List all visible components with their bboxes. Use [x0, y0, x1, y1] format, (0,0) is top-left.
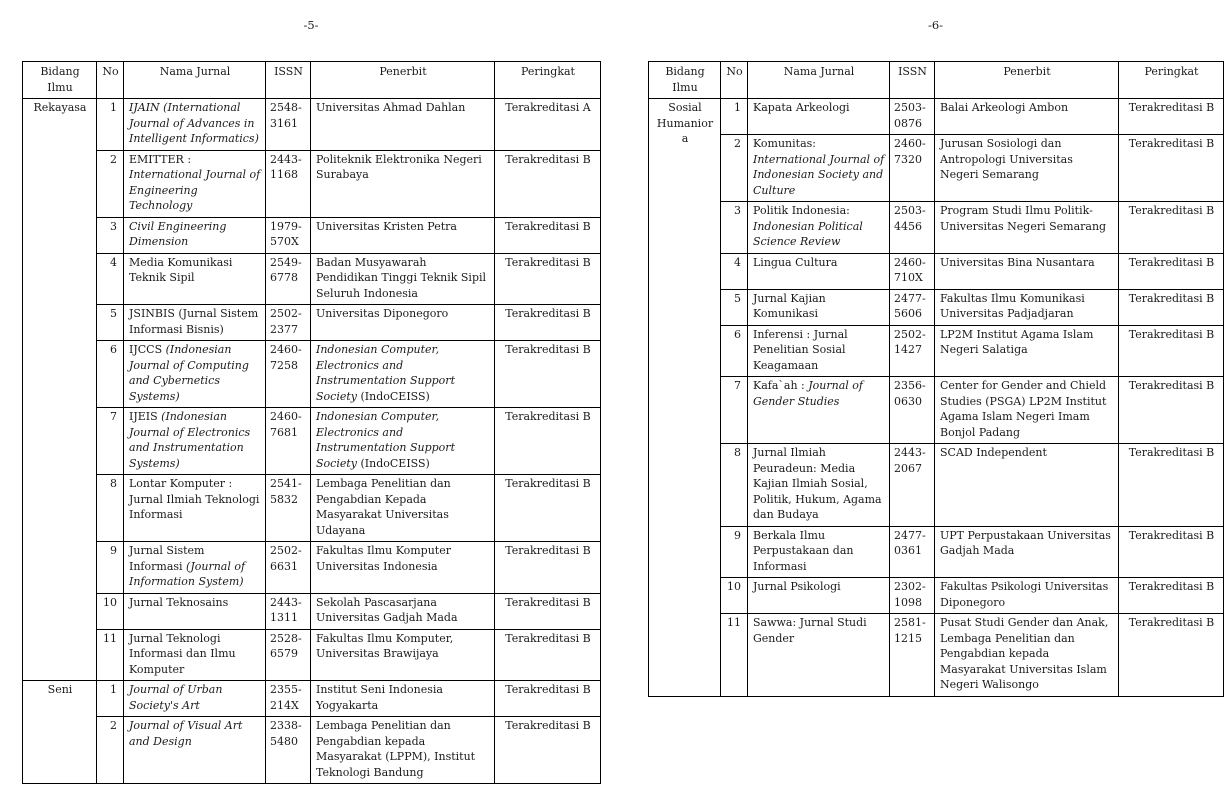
row-number-cell: 5	[721, 289, 748, 325]
publisher-cell: Universitas Diponegoro	[311, 305, 495, 341]
journal-name-cell: Jurnal Ilmiah Peuradeun: Media Kajian Ilmiah Sosial, Politik, Hukum, Agama dan Budaya	[748, 444, 890, 527]
publisher-cell: Indonesian Computer, Electronics and Instrumentation Support Society (IndoCEISS)	[311, 341, 495, 408]
row-number-cell: 7	[97, 408, 124, 475]
journal-table	[22, 61, 601, 784]
issn-cell: 2528- 6579	[266, 629, 311, 681]
column-header: ISSN	[266, 62, 311, 99]
table-row	[23, 408, 601, 475]
journal-name-cell: Jurnal Teknosains	[124, 593, 266, 629]
publisher-cell: Lembaga Penelitian dan Pengabdian kepada Masyarakat (LPPM), Institut Teknologi Bandung	[311, 717, 495, 784]
field-cell: Sosial Humaniora	[649, 99, 721, 697]
journal-name-cell: Politik Indonesia: Indonesian Political Science Review	[748, 202, 890, 254]
journal-name-cell: Journal of Visual Art and Design	[124, 717, 266, 784]
rank-cell: Terakreditasi B	[495, 217, 601, 253]
publisher-cell: Lembaga Penelitian dan Pengabdian Kepada Masyarakat Universitas Udayana	[311, 475, 495, 542]
issn-cell: 2460- 7681	[266, 408, 311, 475]
row-number-cell: 5	[97, 305, 124, 341]
row-number-cell: 1	[97, 681, 124, 717]
table-header-row	[649, 62, 1224, 99]
table-row	[649, 526, 1224, 578]
table-row	[23, 253, 601, 305]
rank-cell: Terakreditasi B	[495, 717, 601, 784]
publisher-cell: Fakultas Ilmu Komunikasi Universitas Padjadjaran	[935, 289, 1119, 325]
publisher-cell: UPT Perpustakaan Universitas Gadjah Mada	[935, 526, 1119, 578]
rank-cell: Terakreditasi B	[495, 341, 601, 408]
issn-cell: 2477- 5606	[890, 289, 935, 325]
rank-cell: Terakreditasi B	[495, 629, 601, 681]
table-row	[649, 202, 1224, 254]
document-page-6	[648, 10, 1223, 697]
table-row	[649, 99, 1224, 135]
journal-name-cell: Jurnal Kajian Komunikasi	[748, 289, 890, 325]
table-row	[23, 341, 601, 408]
journal-table	[648, 61, 1224, 697]
table-row	[649, 253, 1224, 289]
journal-name-cell: Inferensi : Jurnal Penelitian Sosial Keagamaan	[748, 325, 890, 377]
issn-cell: 2581- 1215	[890, 614, 935, 697]
row-number-cell: 4	[97, 253, 124, 305]
rank-cell: Terakreditasi B	[1119, 444, 1224, 527]
issn-cell: 2460- 710X	[890, 253, 935, 289]
column-header: Nama Jurnal	[124, 62, 266, 99]
table-row	[23, 475, 601, 542]
issn-cell: 2460- 7258	[266, 341, 311, 408]
issn-cell: 2460- 7320	[890, 135, 935, 202]
row-number-cell: 8	[721, 444, 748, 527]
issn-cell: 2503- 4456	[890, 202, 935, 254]
row-number-cell: 4	[721, 253, 748, 289]
issn-cell: 2302- 1098	[890, 578, 935, 614]
table-row	[23, 681, 601, 717]
rank-cell: Terakreditasi B	[495, 542, 601, 594]
publisher-cell: Jurusan Sosiologi dan Antropologi Universitas Negeri Semarang	[935, 135, 1119, 202]
table-row	[23, 150, 601, 217]
rank-cell: Terakreditasi B	[1119, 253, 1224, 289]
journal-name-cell: Kapata Arkeologi	[748, 99, 890, 135]
journal-name-cell: Kafa`ah : Journal of Gender Studies	[748, 377, 890, 444]
table-row	[23, 717, 601, 784]
publisher-cell: Fakultas Psikologi Universitas Diponegoro	[935, 578, 1119, 614]
journal-name-cell: EMITTER : International Journal of Engineering Technology	[124, 150, 266, 217]
journal-name-cell: Lontar Komputer : Jurnal Ilmiah Teknologi Informasi	[124, 475, 266, 542]
column-header: Peringkat	[495, 62, 601, 99]
row-number-cell: 8	[97, 475, 124, 542]
rank-cell: Terakreditasi B	[1119, 99, 1224, 135]
rank-cell: Terakreditasi B	[1119, 135, 1224, 202]
row-number-cell: 11	[721, 614, 748, 697]
journal-name-cell: Civil Engineering Dimension	[124, 217, 266, 253]
issn-cell: 2549- 6778	[266, 253, 311, 305]
column-header: Penerbit	[935, 62, 1119, 99]
rank-cell: Terakreditasi B	[495, 681, 601, 717]
table-row	[649, 614, 1224, 697]
document-page-5	[22, 10, 600, 784]
journal-name-cell: IJEIS (Indonesian Journal of Electronics and Instrumentation Systems)	[124, 408, 266, 475]
issn-cell: 2477- 0361	[890, 526, 935, 578]
journal-name-cell: Sawwa: Jurnal Studi Gender	[748, 614, 890, 697]
publisher-cell: Politeknik Elektronika Negeri Surabaya	[311, 150, 495, 217]
issn-cell: 1979- 570X	[266, 217, 311, 253]
row-number-cell: 1	[721, 99, 748, 135]
issn-cell: 2443- 1168	[266, 150, 311, 217]
journal-name-cell: IJCCS (Indonesian Journal of Computing and Cybernetics Systems)	[124, 341, 266, 408]
row-number-cell: 10	[97, 593, 124, 629]
column-header: Peringkat	[1119, 62, 1224, 99]
publisher-cell: Indonesian Computer, Electronics and Instrumentation Support Society (IndoCEISS)	[311, 408, 495, 475]
column-header: ISSN	[890, 62, 935, 99]
publisher-cell: Institut Seni Indonesia Yogyakarta	[311, 681, 495, 717]
row-number-cell: 3	[97, 217, 124, 253]
journal-name-cell: Jurnal Teknologi Informasi dan Ilmu Komputer	[124, 629, 266, 681]
journal-name-cell: Media Komunikasi Teknik Sipil	[124, 253, 266, 305]
publisher-cell: LP2M Institut Agama Islam Negeri Salatiga	[935, 325, 1119, 377]
row-number-cell: 10	[721, 578, 748, 614]
publisher-cell: Sekolah Pascasarjana Universitas Gadjah Mada	[311, 593, 495, 629]
column-header: Nama Jurnal	[748, 62, 890, 99]
page-number: -6-	[927, 18, 944, 32]
publisher-cell: Balai Arkeologi Ambon	[935, 99, 1119, 135]
table-row	[23, 629, 601, 681]
publisher-cell: Center for Gender and Chield Studies (PSGA) LP2M Institut Agama Islam Negeri Imam Bonjol Padang	[935, 377, 1119, 444]
rank-cell: Terakreditasi B	[1119, 202, 1224, 254]
table-row	[649, 135, 1224, 202]
rank-cell: Terakreditasi B	[1119, 526, 1224, 578]
rank-cell: Terakreditasi B	[495, 475, 601, 542]
rank-cell: Terakreditasi B	[1119, 289, 1224, 325]
issn-cell: 2503- 0876	[890, 99, 935, 135]
journal-name-cell: IJAIN (International Journal of Advances in Intelligent Informatics)	[124, 99, 266, 151]
column-header: No	[721, 62, 748, 99]
row-number-cell: 1	[97, 99, 124, 151]
table-header-row	[23, 62, 601, 99]
table-row	[23, 593, 601, 629]
journal-name-cell: Jurnal Psikologi	[748, 578, 890, 614]
issn-cell: 2443- 2067	[890, 444, 935, 527]
field-cell: Rekayasa	[23, 99, 97, 681]
column-header: Bidang Ilmu	[649, 62, 721, 99]
table-row	[649, 289, 1224, 325]
table-row	[23, 217, 601, 253]
publisher-cell: Pusat Studi Gender dan Anak, Lembaga Penelitian dan Pengabdian kepada Masyarakat Universitas Islam Negeri Walisongo	[935, 614, 1119, 697]
journal-name-cell: JSINBIS (Jurnal Sistem Informasi Bisnis)	[124, 305, 266, 341]
rank-cell: Terakreditasi B	[1119, 578, 1224, 614]
issn-cell: 2502- 6631	[266, 542, 311, 594]
row-number-cell: 2	[721, 135, 748, 202]
column-header: Penerbit	[311, 62, 495, 99]
journal-name-cell: Journal of Urban Society's Art	[124, 681, 266, 717]
table-row	[23, 99, 601, 151]
row-number-cell: 9	[721, 526, 748, 578]
table-row	[649, 578, 1224, 614]
issn-cell: 2541- 5832	[266, 475, 311, 542]
rank-cell: Terakreditasi B	[495, 150, 601, 217]
publisher-cell: SCAD Independent	[935, 444, 1119, 527]
journal-name-cell: Jurnal Sistem Informasi (Journal of Information System)	[124, 542, 266, 594]
issn-cell: 2502- 1427	[890, 325, 935, 377]
issn-cell: 2356- 0630	[890, 377, 935, 444]
field-cell: Seni	[23, 681, 97, 784]
issn-cell: 2338- 5480	[266, 717, 311, 784]
publisher-cell: Universitas Bina Nusantara	[935, 253, 1119, 289]
row-number-cell: 11	[97, 629, 124, 681]
publisher-cell: Fakultas Ilmu Komputer Universitas Indonesia	[311, 542, 495, 594]
issn-cell: 2443- 1311	[266, 593, 311, 629]
table-row	[23, 305, 601, 341]
table-row	[649, 444, 1224, 527]
publisher-cell: Universitas Kristen Petra	[311, 217, 495, 253]
table-row	[649, 325, 1224, 377]
rank-cell: Terakreditasi B	[495, 408, 601, 475]
table-row	[649, 377, 1224, 444]
table-row	[23, 542, 601, 594]
issn-cell: 2355- 214X	[266, 681, 311, 717]
row-number-cell: 3	[721, 202, 748, 254]
journal-name-cell: Komunitas: International Journal of Indonesian Society and Culture	[748, 135, 890, 202]
publisher-cell: Fakultas Ilmu Komputer, Universitas Brawijaya	[311, 629, 495, 681]
rank-cell: Terakreditasi B	[1119, 614, 1224, 697]
row-number-cell: 2	[97, 150, 124, 217]
rank-cell: Terakreditasi B	[495, 253, 601, 305]
rank-cell: Terakreditasi B	[1119, 377, 1224, 444]
journal-name-cell: Lingua Cultura	[748, 253, 890, 289]
publisher-cell: Program Studi Ilmu Politik- Universitas Negeri Semarang	[935, 202, 1119, 254]
issn-cell: 2548- 3161	[266, 99, 311, 151]
rank-cell: Terakreditasi B	[495, 593, 601, 629]
publisher-cell: Universitas Ahmad Dahlan	[311, 99, 495, 151]
rank-cell: Terakreditasi B	[495, 305, 601, 341]
column-header: No	[97, 62, 124, 99]
publisher-cell: Badan Musyawarah Pendidikan Tinggi Teknik Sipil Seluruh Indonesia	[311, 253, 495, 305]
issn-cell: 2502- 2377	[266, 305, 311, 341]
row-number-cell: 2	[97, 717, 124, 784]
page-number: -5-	[303, 18, 319, 32]
rank-cell: Terakreditasi B	[1119, 325, 1224, 377]
row-number-cell: 6	[97, 341, 124, 408]
rank-cell: Terakreditasi A	[495, 99, 601, 151]
journal-name-cell: Berkala Ilmu Perpustakaan dan Informasi	[748, 526, 890, 578]
row-number-cell: 7	[721, 377, 748, 444]
row-number-cell: 9	[97, 542, 124, 594]
column-header: Bidang Ilmu	[23, 62, 97, 99]
row-number-cell: 6	[721, 325, 748, 377]
